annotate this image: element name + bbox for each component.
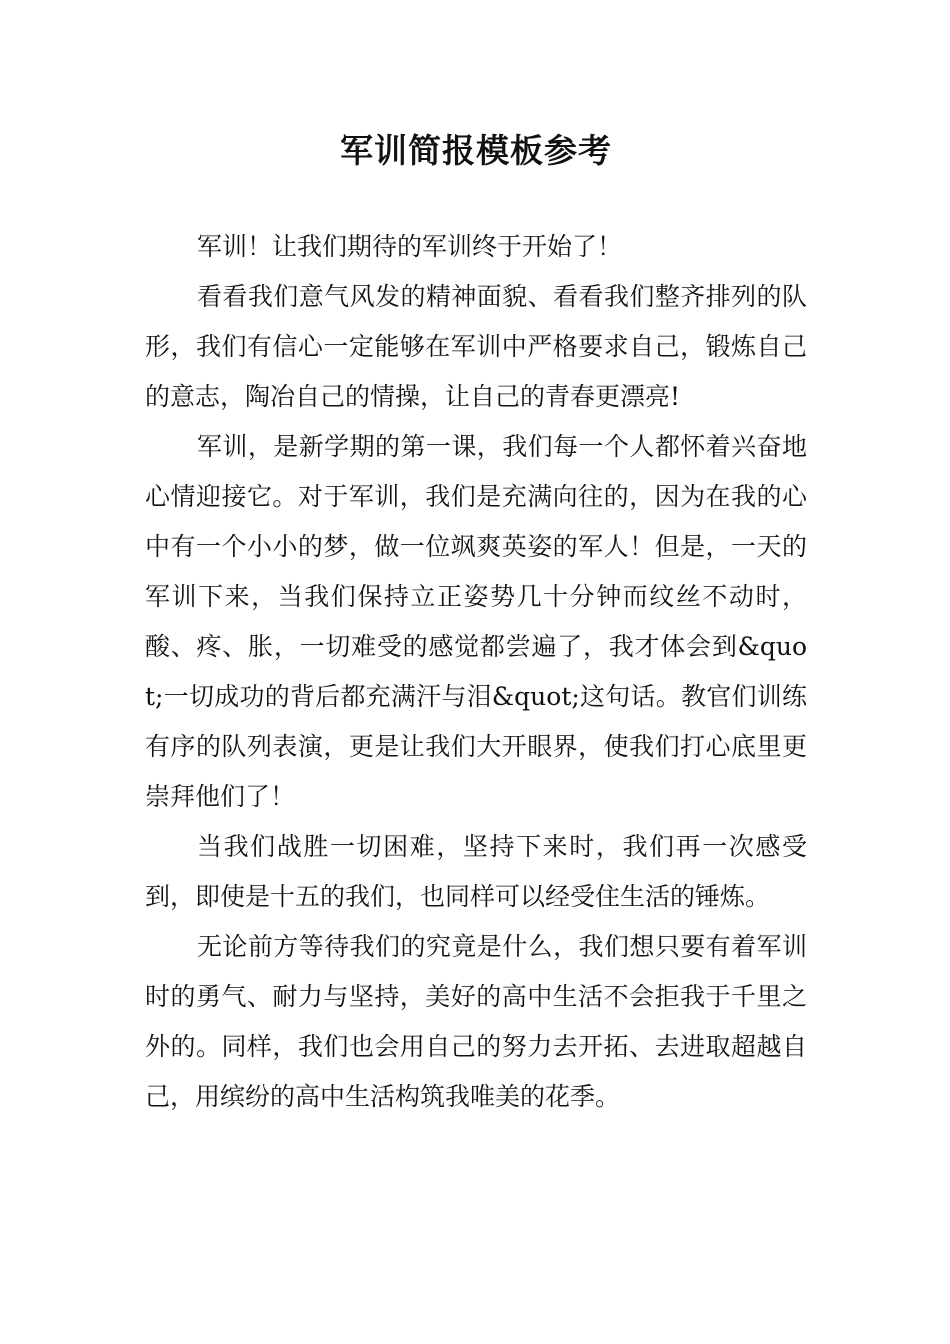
paragraph-1: 军训！让我们期待的军训终于开始了！ xyxy=(197,232,623,261)
paragraph-2: 看看我们意气风发的精神面貌、看看我们整齐排列的队形，我们有信心一定能够在军训中严格要求自己，锻炼自己的意志，陶冶自己的情操，让自己的青春更漂亮! xyxy=(145,282,807,411)
paragraph-3: 军训，是新学期的第一课，我们每一个人都怀着兴奋地心情迎接它。对于军训，我们是充满向往的，因为在我的心中有一个小小的梦，做一位飒爽英姿的军人！但是，一天的军训下来，当我们保持立正姿势几十分钟而纹丝不动时，酸、疼、胀，一切难受的感觉都尝遍了，我才体会到&quot;一切成功的背后都充满汗与泪&quot;这句话。教官们训练有序的队列表演，更是让我们大开眼界，使我们打心底里更崇拜他们了！ xyxy=(145,432,807,811)
paragraph-5: 无论前方等待我们的究竟是什么，我们想只要有着军训时的勇气、耐力与坚持，美好的高中生活不会拒我于千里之外的。同样，我们也会用自己的努力去开拓、去进取超越自己，用缤纷的高中生活构筑我唯美的花季。 xyxy=(145,932,807,1111)
document-body xyxy=(145,222,807,1122)
document-title: 军训简报模板参考 xyxy=(340,131,612,170)
paragraph-4: 当我们战胜一切困难，坚持下来时，我们再一次感受到，即使是十五的我们，也同样可以经受住生活的锤炼。 xyxy=(145,832,807,911)
